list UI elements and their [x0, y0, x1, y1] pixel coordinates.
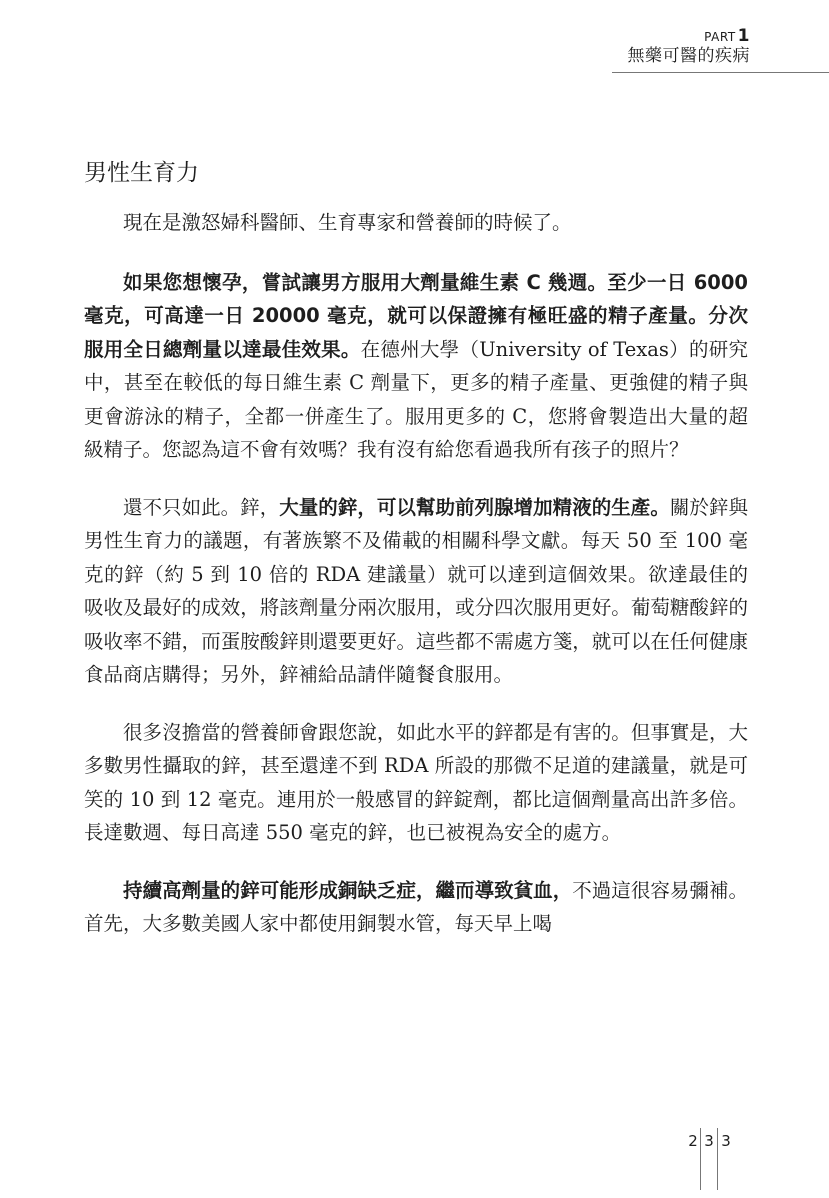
- running-header: [628, 28, 751, 65]
- paragraph-3-text: 關於鋅與男性生育力的議題，有著族繁不及備載的相關科學文獻。每天 50 至 100 毫克的鋅（約 5 到 10 倍的 RDA 建議量）就可以達到這個效果。欲達最佳的吸收及最好的成效，將該劑量分兩次服用，或分四次服用更好。葡萄糖酸鋅的吸收率不錯，而蛋胺酸鋅則還要更好。這些都不需處方箋，就可以在任何健康食品商店購得；另外，鋅補給品請伴隨餐食服用。: [84, 495, 748, 686]
- paragraph-2-text: 在德州大學（University of Texas）的研究中，甚至在較低的每日維生素 C 劑量下，更多的精子產量、更強健的精子與更會游泳的精子，全都一併產生了。服用更多的 C，您將會製造出大量的超級精子。您認為這不會有效嗎？我有沒有給您看過我所有孩子的照片？: [84, 337, 748, 461]
- page-digit: 3: [717, 1128, 734, 1190]
- paragraph-5: [84, 874, 748, 941]
- part-label-text: PART: [704, 30, 736, 44]
- paragraph-3: [84, 491, 748, 692]
- paragraph-1: 現在是激怒婦科醫師、生育專家和營養師的時候了。: [123, 211, 572, 234]
- page-number: [686, 1128, 734, 1190]
- paragraph-5-bold: 持續高劑量的鋅可能形成銅缺乏症，繼而導致貧血，: [123, 878, 573, 902]
- page-content: [84, 156, 748, 965]
- part-number: 1: [737, 26, 750, 46]
- paragraph-4: 很多沒擔當的營養師會跟您說，如此水平的鋅都是有害的。但事實是，大多數男性攝取的鋅，甚至還達不到 RDA 所設的那微不足道的建議量，就是可笑的 10 到 12 毫克。連用於一般感冒的鋅錠劑，都比這個劑量高出許多倍。長達數週、每日高達 550 毫克的鋅，也已被視為安全的處方。: [84, 720, 748, 844]
- header-rule: [612, 72, 829, 73]
- paragraph-2: [84, 266, 748, 467]
- section-heading: 男性生育力: [84, 160, 199, 186]
- part-label: [628, 28, 751, 45]
- paragraph-5-text: 不過這很容易彌補。首先，大多數美國人家中都使用銅製水管，每天早上喝: [84, 878, 748, 935]
- page-digit: 3: [700, 1128, 717, 1190]
- paragraph-2-bold: 如果您想懷孕，嘗試讓男方服用大劑量維生素 C 幾週。至少一日 6000 毫克，可高達一日 20000 毫克，就可以保證擁有極旺盛的精子產量。分次服用全日總劑量以達最佳效果。: [84, 270, 748, 361]
- chapter-title: 無藥可醫的疾病: [627, 46, 750, 66]
- page-digit: 2: [688, 1132, 698, 1150]
- paragraph-3-start: 還不只如此。鋅，: [123, 495, 280, 519]
- paragraph-3-bold: 大量的鋅，可以幫助前列腺增加精液的生產。: [279, 495, 670, 519]
